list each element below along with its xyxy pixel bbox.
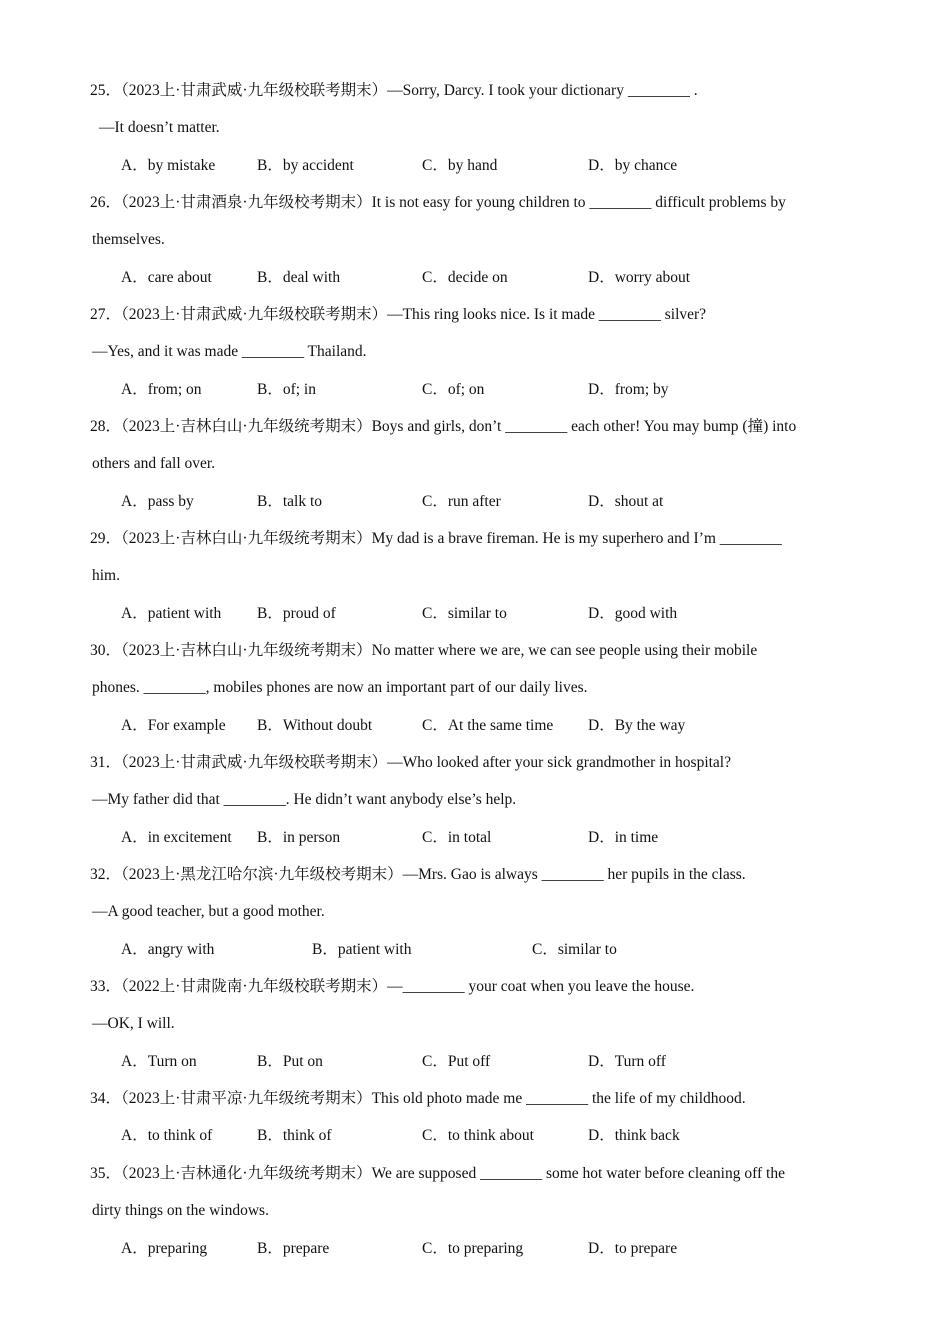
option-c: C．run after (422, 493, 501, 510)
option-b: B．talk to (257, 493, 323, 510)
question-27-options (121, 378, 881, 402)
option-b: B．in person (257, 829, 341, 846)
option-a: A．For example (121, 717, 226, 734)
option-d: D．from; by (588, 381, 669, 398)
option-a: A．pass by (121, 493, 194, 510)
option-b: B．prepare (257, 1240, 330, 1257)
option-d: D．worry about (588, 269, 691, 286)
question-27-continuation: —Yes, and it was made ________ Thailand. (92, 343, 367, 360)
question-33-options (121, 1050, 881, 1074)
question-33-stem: 33．（2022上·甘肃陇南·九年级校联考期末）—________ your coat when you leave the house. (90, 978, 695, 995)
question-32-options (121, 938, 881, 962)
option-d: D．Turn off (588, 1053, 666, 1070)
option-b: B．proud of (257, 605, 336, 622)
option-b: B．patient with (312, 941, 412, 958)
option-d: D．shout at (588, 493, 664, 510)
option-b: B．by accident (257, 157, 354, 174)
question-31-options (121, 826, 881, 850)
option-c: C．in total (422, 829, 492, 846)
question-27-stem: 27．（2023上·甘肃武威·九年级校联考期末）—This ring looks nice. Is it made ________ silver? (90, 306, 707, 323)
option-c: C．to preparing (422, 1240, 524, 1257)
option-a: A．from; on (121, 381, 202, 398)
question-34-options (121, 1124, 881, 1148)
question-25-options (121, 154, 881, 178)
question-35-options (121, 1237, 881, 1261)
question-31-continuation: —My father did that ________. He didn’t want anybody else’s help. (92, 791, 517, 808)
option-b: B．of; in (257, 381, 316, 398)
option-b: B．Put on (257, 1053, 323, 1070)
question-29-options (121, 602, 881, 626)
option-a: A．preparing (121, 1240, 208, 1257)
question-28-stem: 28．（2023上·吉林白山·九年级统考期末）Boys and girls, don’t ________ each other! You may bump (撞) into (90, 418, 797, 435)
option-b: B．Without doubt (257, 717, 373, 734)
question-29-continuation: him. (92, 567, 120, 584)
option-a: A．angry with (121, 941, 215, 958)
option-d: D．By the way (588, 717, 686, 734)
question-30-options (121, 714, 881, 738)
question-28-options (121, 490, 881, 514)
question-26-options (121, 266, 881, 290)
option-a: A．care about (121, 269, 212, 286)
option-c: C．by hand (422, 157, 498, 174)
option-c: C．Put off (422, 1053, 491, 1070)
question-31-stem: 31．（2023上·甘肃武威·九年级校联考期末）—Who looked after your sick grandmother in hospital? (90, 754, 731, 771)
question-32-continuation: —A good teacher, but a good mother. (92, 903, 325, 920)
option-b: B．think of (257, 1127, 332, 1144)
option-d: D．good with (588, 605, 678, 622)
question-30-stem: 30．（2023上·吉林白山·九年级统考期末）No matter where we are, we can see people using their mobile (90, 642, 758, 659)
option-c: C．of; on (422, 381, 485, 398)
option-a: A．patient with (121, 605, 222, 622)
option-c: C．decide on (422, 269, 508, 286)
option-c: C．similar to (532, 941, 617, 958)
option-d: D．by chance (588, 157, 678, 174)
question-26-stem: 26．（2023上·甘肃酒泉·九年级校考期末）It is not easy for young children to ________ difficult problems by (90, 194, 786, 211)
option-c: C．At the same time (422, 717, 554, 734)
option-d: D．to prepare (588, 1240, 678, 1257)
option-a: A．in excitement (121, 829, 232, 846)
question-35-stem: 35．（2023上·吉林通化·九年级统考期末）We are supposed ________ some hot water before cleaning off the (90, 1165, 785, 1182)
question-28-continuation: others and fall over. (92, 455, 216, 472)
question-33-continuation: —OK, I will. (92, 1015, 175, 1032)
option-c: C．to think about (422, 1127, 534, 1144)
question-26-continuation: themselves. (92, 231, 165, 248)
option-a: A．to think of (121, 1127, 213, 1144)
option-c: C．similar to (422, 605, 507, 622)
option-a: A．by mistake (121, 157, 216, 174)
option-d: D．think back (588, 1127, 680, 1144)
option-a: A．Turn on (121, 1053, 197, 1070)
question-34-stem: 34．（2023上·甘肃平凉·九年级统考期末）This old photo made me ________ the life of my childhood. (90, 1090, 746, 1107)
question-25-stem: 25．（2023上·甘肃武威·九年级校联考期末）—Sorry, Darcy. I took your dictionary ________ . (90, 82, 698, 99)
question-29-stem: 29．（2023上·吉林白山·九年级统考期末）My dad is a brave fireman. He is my superhero and I’m ________ (90, 530, 782, 547)
question-25-continuation: —It doesn’t matter. (99, 119, 220, 136)
question-32-stem: 32．（2023上·黑龙江哈尔滨·九年级校考期末）—Mrs. Gao is always ________ her pupils in the class. (90, 866, 746, 883)
option-d: D．in time (588, 829, 659, 846)
option-b: B．deal with (257, 269, 341, 286)
question-30-continuation: phones. ________, mobiles phones are now an important part of our daily lives. (92, 679, 588, 696)
question-35-continuation: dirty things on the windows. (92, 1202, 269, 1219)
